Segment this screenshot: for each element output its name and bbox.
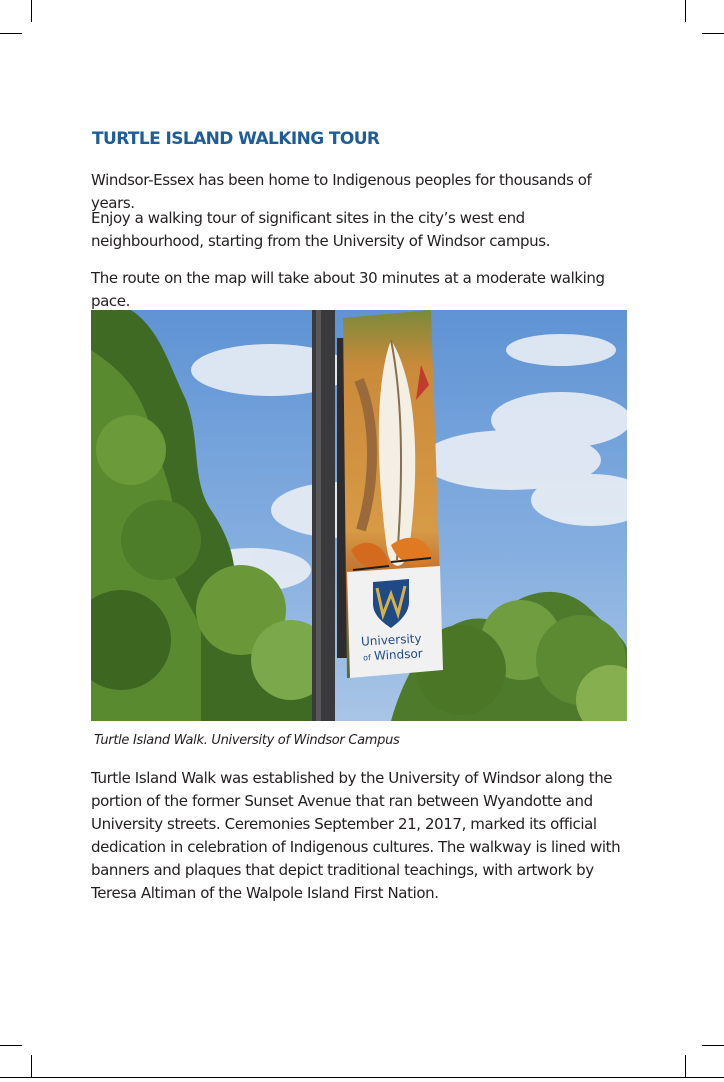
banner-logo-of: of [362,653,372,663]
turtle-island-walk-photo [91,310,627,721]
lamp-pole [312,310,335,721]
intro-paragraph: Windsor-Essex has been home to Indigenous peoples for thousands of years. [91,171,592,212]
route-duration-paragraph: The route on the map will take about 30 minutes at a moderate walking pace. [91,269,605,310]
crop-mark-bottom-right-vertical [685,1055,686,1077]
banner [343,310,443,678]
walking-tour-paragraph: Enjoy a walking tour of significant sites in the city’s west end neighbourhood, starting from the University of Windsor campus. [91,209,551,250]
page-title: TURTLE ISLAND WALKING TOUR [92,129,380,149]
crop-mark-top-right-horizontal [702,33,724,34]
crop-mark-top-left-vertical [31,0,32,22]
crop-mark-top-right-vertical [685,0,686,22]
crop-mark-bottom-right-horizontal [702,1045,724,1046]
body-paragraph: Turtle Island Walk was established by the University of Windsor along the portion of the former Sunset Avenue that ran between Wyandotte and University streets. Ceremonies September 21, 2017, marked its official dedication in celebration of Indigenous cultures. The walkway is lined with banners and plaques that depict traditional teachings, with artwork by Teresa Altiman of the Walpole Island First Nation. [91,769,621,902]
crop-mark-bottom-left-horizontal [0,1045,22,1046]
banner-logo-university: University [360,631,422,649]
crop-mark-top-left-horizontal [0,33,22,34]
banner-logo-windsor: Windsor [373,646,424,663]
photo-caption: Turtle Island Walk. University of Windsor Campus [94,733,400,748]
bottom-trim-line [0,1077,724,1078]
crop-mark-bottom-left-vertical [31,1055,32,1077]
